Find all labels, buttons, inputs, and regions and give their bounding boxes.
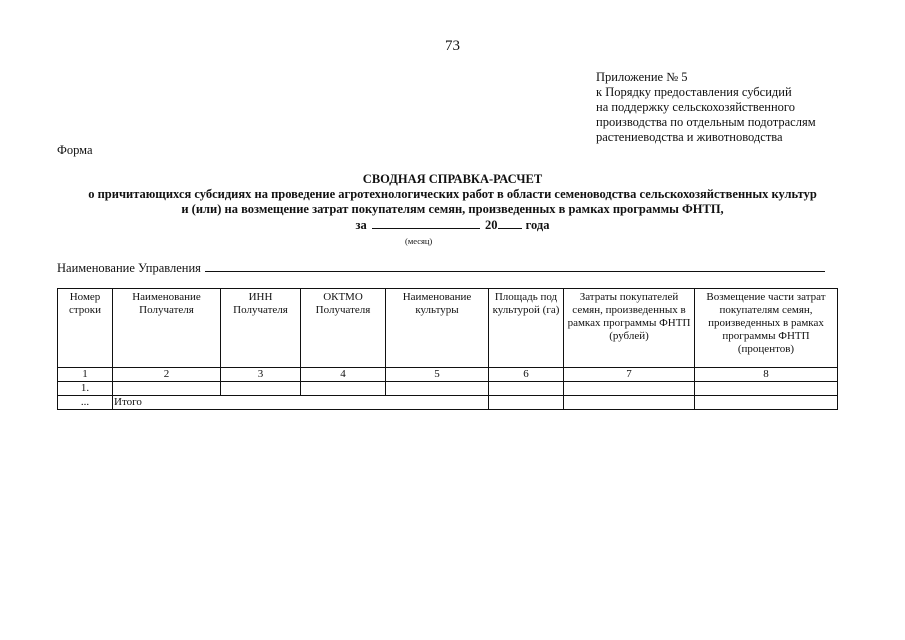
total-costs-cell[interactable] — [564, 396, 695, 410]
column-number: 7 — [564, 368, 695, 382]
total-area-cell[interactable] — [489, 396, 564, 410]
header-cell: Наименование Получателя — [113, 289, 221, 368]
month-blank[interactable] — [372, 217, 480, 229]
appendix-line: растениеводства и животноводства — [596, 130, 783, 144]
total-compensation-cell[interactable] — [695, 396, 838, 410]
header-cell: Возмещение части затрат покупателям семян, произведенных в рамках программы ФНТП (процентов) — [695, 289, 838, 368]
table-cell[interactable] — [221, 382, 301, 396]
column-number: 4 — [301, 368, 386, 382]
header-cell: Затраты покупателей семян, произведенных в рамках программы ФНТП (рублей) — [564, 289, 695, 368]
header-cell: Номер строки — [58, 289, 113, 368]
total-row-number: ... — [58, 396, 113, 410]
header-cell: Площадь под культурой (га) — [489, 289, 564, 368]
table-header-row — [58, 289, 838, 368]
title-line-2: и (или) на возмещение затрат покупателям семян, произведенных в рамках программы ФНТП, — [181, 202, 724, 216]
column-number: 2 — [113, 368, 221, 382]
column-number-row — [58, 368, 838, 382]
admin-label: Наименование Управления — [57, 261, 201, 275]
total-row — [58, 396, 838, 410]
title-main: СВОДНАЯ СПРАВКА-РАСЧЕТ — [362, 172, 543, 186]
summary-table — [57, 288, 838, 410]
title-line-1: о причитающихся субсидиях на проведение агротехнологических работ в области семеноводства сельскохозяйственных культур — [88, 187, 817, 201]
table-cell[interactable] — [564, 382, 695, 396]
page-number: 73 — [445, 38, 460, 54]
table-cell[interactable] — [113, 382, 221, 396]
table-cell[interactable] — [301, 382, 386, 396]
appendix-line: Приложение № 5 — [596, 70, 688, 84]
appendix-line: к Порядку предоставления субсидий — [596, 85, 792, 99]
column-number: 3 — [221, 368, 301, 382]
appendix-line: производства по отдельным подотраслям — [596, 115, 816, 129]
form-label: Форма — [57, 143, 93, 157]
month-note: (месяц) — [405, 236, 433, 246]
period-prefix: за — [355, 218, 367, 232]
column-number: 8 — [695, 368, 838, 382]
column-number: 6 — [489, 368, 564, 382]
column-number: 5 — [386, 368, 489, 382]
appendix-line: на поддержку сельскохозяйственного — [596, 100, 795, 114]
table-cell[interactable] — [386, 382, 489, 396]
column-number: 1 — [58, 368, 113, 382]
header-cell: ОКТМО Получателя — [301, 289, 386, 368]
total-label: Итого — [113, 396, 489, 410]
year-prefix: 20 — [485, 218, 498, 232]
admin-row — [57, 260, 825, 276]
row-number: 1. — [58, 382, 113, 396]
document-title — [0, 172, 905, 233]
period-line — [0, 217, 905, 233]
year-blank[interactable] — [498, 217, 522, 229]
table-row — [58, 382, 838, 396]
appendix-block — [596, 70, 816, 145]
table-cell[interactable] — [695, 382, 838, 396]
admin-blank[interactable] — [205, 260, 825, 272]
table-cell[interactable] — [489, 382, 564, 396]
year-suffix: года — [525, 218, 550, 232]
header-cell: ИНН Получателя — [221, 289, 301, 368]
header-cell: Наименование культуры — [386, 289, 489, 368]
